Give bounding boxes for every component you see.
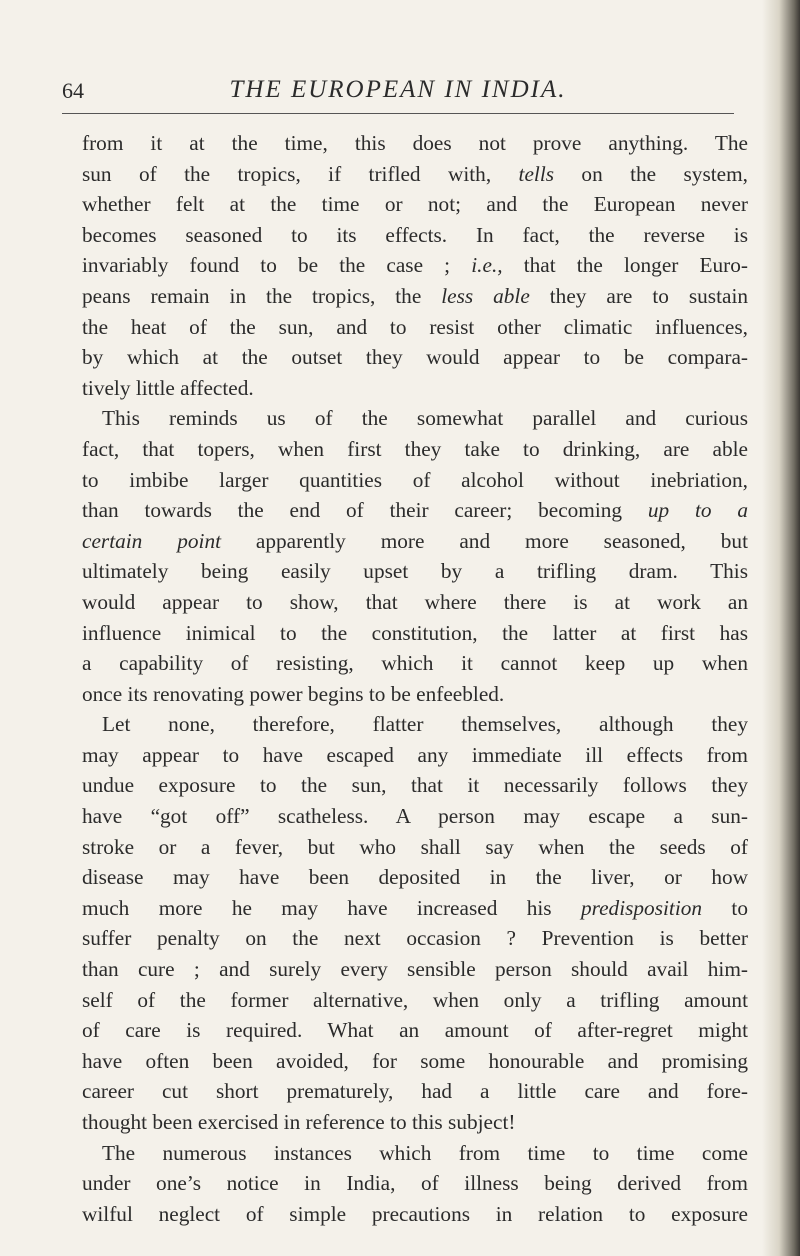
text-run: that the longer Euro- bbox=[502, 253, 748, 278]
text-run: than towards the end of their career; becoming bbox=[82, 498, 648, 523]
text-line bbox=[82, 128, 748, 159]
text-run: would appear to show, that where there is at work an bbox=[82, 589, 748, 614]
text-line bbox=[82, 832, 748, 863]
text-run: apparently more and more seasoned, but bbox=[221, 528, 748, 553]
text-run: have often been avoided, for some honourable and promising bbox=[82, 1048, 748, 1073]
text-line bbox=[82, 1076, 748, 1107]
text-line bbox=[82, 1199, 748, 1230]
text-run: sun of the tropics, if trifled with, bbox=[82, 161, 519, 186]
text-line bbox=[82, 312, 748, 343]
text-run: they are to sustain bbox=[529, 283, 749, 308]
text-run: than cure ; and surely every sensible person should avail him- bbox=[82, 957, 748, 982]
text-run: on the system, bbox=[554, 161, 748, 186]
running-head: THE EUROPEAN IN INDIA. bbox=[229, 76, 567, 103]
text-line bbox=[82, 526, 748, 557]
text-run: to imbibe larger quantities of alcohol without inebriation, bbox=[82, 467, 748, 492]
text-line bbox=[82, 770, 748, 801]
text-line bbox=[82, 1046, 748, 1077]
text-line bbox=[82, 556, 748, 587]
text-run: self of the former alternative, when only a trifling amount bbox=[82, 987, 748, 1012]
text-run: This reminds us of the somewhat parallel and curious bbox=[102, 406, 748, 431]
text-line bbox=[82, 801, 748, 832]
text-line bbox=[82, 342, 748, 373]
text-line bbox=[82, 465, 748, 496]
text-run: once its renovating power begins to be enfeebled. bbox=[82, 681, 505, 706]
text-line bbox=[82, 1107, 748, 1138]
body-text bbox=[82, 128, 748, 1229]
text-line bbox=[82, 495, 748, 526]
text-line bbox=[82, 189, 748, 220]
text-run: a capability of resisting, which it cannot keep up when bbox=[82, 651, 748, 676]
text-run: Let none, therefore, flatter themselves, although they bbox=[102, 712, 748, 737]
text-run: invariably found to be the case ; bbox=[82, 253, 472, 278]
text-run: may appear to have escaped any immediate ill effects from bbox=[82, 742, 748, 767]
text-line bbox=[82, 648, 748, 679]
text-line bbox=[82, 403, 748, 434]
text-line bbox=[82, 618, 748, 649]
text-run: from it at the time, this does not prove anything. The bbox=[82, 131, 748, 155]
text-run: of care is required. What an amount of after-regret might bbox=[82, 1018, 748, 1043]
text-line bbox=[82, 985, 748, 1016]
text-run: stroke or a fever, but who shall say when the seeds of bbox=[82, 834, 748, 859]
text-line bbox=[82, 954, 748, 985]
text-run: career cut short prematurely, had a little care and fore- bbox=[82, 1079, 748, 1104]
italic-text: tells bbox=[518, 161, 555, 186]
text-line bbox=[82, 679, 748, 710]
book-binding-edge bbox=[762, 0, 800, 1256]
text-run: wilful neglect of simple precautions in relation to exposure bbox=[82, 1201, 748, 1226]
italic-text: certain point bbox=[82, 528, 222, 553]
text-line bbox=[82, 250, 748, 281]
text-run: undue exposure to the sun, that it necessarily follows they bbox=[82, 773, 748, 798]
text-run: ultimately being easily upset by a trifling dram. This bbox=[82, 559, 748, 584]
text-line bbox=[82, 1138, 748, 1169]
text-run: to bbox=[702, 895, 748, 920]
text-line bbox=[82, 709, 748, 740]
text-run: The numerous instances which from time to time come bbox=[102, 1140, 748, 1165]
text-line bbox=[82, 587, 748, 618]
text-run: disease may have been deposited in the liver, or how bbox=[82, 865, 748, 890]
text-line bbox=[82, 923, 748, 954]
italic-text: less able bbox=[441, 283, 530, 308]
text-run: fact, that topers, when first they take to drinking, are able bbox=[82, 436, 748, 461]
text-run: peans remain in the tropics, the bbox=[82, 283, 442, 308]
text-run: the heat of the sun, and to resist other climatic influences, bbox=[82, 314, 748, 339]
text-line bbox=[82, 1015, 748, 1046]
text-line bbox=[82, 434, 748, 465]
text-line bbox=[82, 740, 748, 771]
text-line bbox=[82, 220, 748, 251]
header-rule bbox=[62, 113, 734, 114]
text-line bbox=[82, 862, 748, 893]
text-line bbox=[82, 373, 748, 404]
page-header bbox=[62, 74, 734, 110]
text-line bbox=[82, 281, 748, 312]
text-run: tively little affected. bbox=[82, 375, 254, 400]
text-run: influence inimical to the constitution, the latter at first has bbox=[82, 620, 748, 645]
text-run: whether felt at the time or not; and the European never bbox=[82, 192, 748, 217]
text-run: under one’s notice in India, of illness being derived from bbox=[82, 1171, 748, 1196]
text-run: have “got off” scatheless. A person may escape a sun- bbox=[82, 804, 748, 829]
italic-text: up to a bbox=[647, 498, 748, 523]
text-run: suffer penalty on the next occasion ? Prevention is better bbox=[82, 926, 748, 951]
text-run: thought been exercised in reference to this subject! bbox=[82, 1110, 516, 1134]
text-run: much more he may have increased his bbox=[82, 895, 581, 920]
text-line bbox=[82, 893, 748, 924]
page-number: 64 bbox=[62, 78, 84, 103]
text-line bbox=[82, 159, 748, 190]
text-run: becomes seasoned to its effects. In fact, the reverse is bbox=[82, 222, 748, 247]
text-line bbox=[82, 1168, 748, 1199]
text-run: by which at the outset they would appear to be compara- bbox=[82, 345, 748, 370]
italic-text: i.e., bbox=[471, 253, 503, 278]
italic-text: predisposition bbox=[580, 895, 703, 920]
